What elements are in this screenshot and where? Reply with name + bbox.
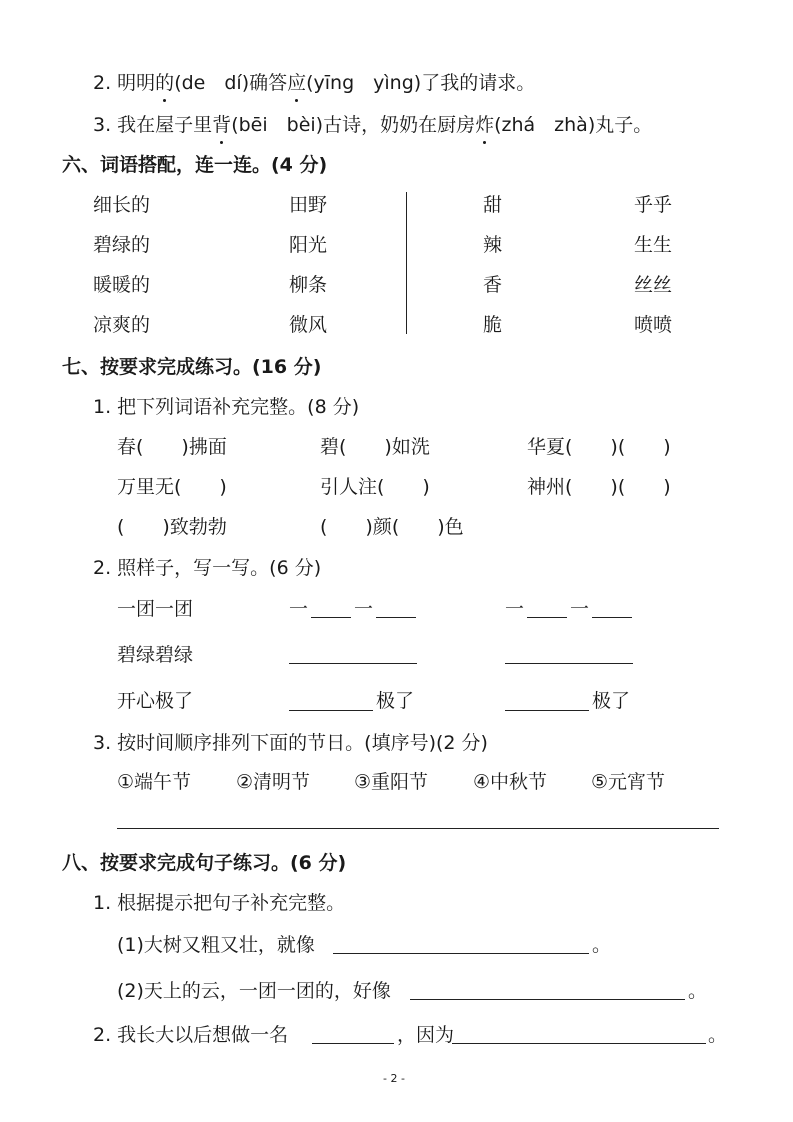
sentence-end: 。: [592, 934, 612, 956]
fill-word[interactable]: 碧( )如洗: [320, 436, 430, 458]
blank-line[interactable]: [289, 663, 417, 664]
dotted-char: 的: [155, 68, 174, 95]
dotted-char: 应: [287, 68, 306, 95]
word-col2-1: 阳光: [289, 234, 328, 256]
word-col1-3: 凉爽的: [93, 314, 151, 336]
word-col1-1: 碧绿的: [93, 234, 151, 256]
fill-word[interactable]: ( )颜( )色: [320, 516, 464, 538]
q7-3-label: 3. 按时间顺序排列下面的节日。(填序号)(2 分): [93, 732, 488, 754]
blank-line[interactable]: [289, 710, 373, 711]
column-divider: [406, 192, 407, 334]
yi-char: 一: [570, 598, 590, 620]
jile-text: 极了: [376, 690, 415, 712]
section-7-title: 七、按要求完成练习。(16 分): [62, 356, 322, 378]
sentence-2: 2. 明明的(de dí)确答应(yīng yìng)了我的请求。: [93, 68, 535, 95]
fill-word[interactable]: 华夏( )( ): [527, 436, 671, 458]
festival-item: ⑤元宵节: [591, 771, 666, 793]
example-word-3: 开心极了: [117, 690, 194, 712]
blank-line[interactable]: [311, 617, 351, 618]
word-col2-3: 微风: [289, 314, 328, 336]
sentence-end: 。: [688, 980, 708, 1002]
example-word-1: 一团一团: [117, 598, 194, 620]
fill-word[interactable]: ( )致勃勃: [117, 516, 227, 538]
q7-1-label: 1. 把下列词语补充完整。(8 分): [93, 396, 360, 418]
blank-line[interactable]: [376, 617, 416, 618]
blank-line[interactable]: [312, 1043, 394, 1044]
word-col2-2: 柳条: [289, 274, 328, 296]
word-col3-0: 甜: [483, 194, 503, 216]
q8-2-middle: ，因为: [397, 1024, 455, 1046]
dotted-char: 炸: [475, 110, 494, 137]
word-col4-3: 喷喷: [634, 314, 673, 336]
fill-word[interactable]: 万里无( ): [117, 476, 227, 498]
dotted-char: 背: [212, 110, 231, 137]
jile-text: 极了: [592, 690, 631, 712]
section-6-title: 六、词语搭配，连一连。(4 分): [62, 154, 328, 176]
blank-line[interactable]: [333, 953, 589, 954]
word-col4-1: 生生: [634, 234, 673, 256]
word-col4-0: 乎乎: [634, 194, 673, 216]
festival-item: ①端午节: [117, 771, 192, 793]
sentence-1-start: (1)大树又粗又壮，就像: [117, 934, 315, 956]
word-col3-2: 香: [483, 274, 503, 296]
q7-2-label: 2. 照样子，写一写。(6 分): [93, 557, 322, 579]
example-word-2: 碧绿碧绿: [117, 644, 194, 666]
blank-line[interactable]: [505, 663, 633, 664]
festival-item: ③重阳节: [354, 771, 429, 793]
word-col2-0: 田野: [289, 194, 328, 216]
yi-char: 一: [354, 598, 374, 620]
blank-line[interactable]: [505, 710, 589, 711]
word-col4-2: 丝丝: [634, 274, 673, 296]
page-number: - 2 -: [383, 1072, 405, 1085]
blank-line[interactable]: [592, 617, 632, 618]
answer-line[interactable]: [117, 828, 719, 829]
festival-item: ④中秋节: [473, 771, 548, 793]
sentence-3: 3. 我在屋子里背(bēi bèi)古诗，奶奶在厨房炸(zhá zhà)丸子。: [93, 110, 652, 137]
blank-line[interactable]: [452, 1043, 706, 1044]
q8-1-label: 1. 根据提示把句子补充完整。: [93, 892, 346, 914]
fill-word[interactable]: 引人注( ): [320, 476, 430, 498]
sentence-2-start: (2)天上的云，一团一团的，好像: [117, 980, 391, 1002]
word-col3-1: 辣: [483, 234, 503, 256]
q8-2-start: 2. 我长大以后想做一名: [93, 1024, 289, 1046]
fill-word[interactable]: 春( )拂面: [117, 436, 227, 458]
word-col1-2: 暖暖的: [93, 274, 151, 296]
blank-line[interactable]: [527, 617, 567, 618]
fill-word[interactable]: 神州( )( ): [527, 476, 671, 498]
festival-item: ②清明节: [236, 771, 311, 793]
sentence-end: 。: [708, 1024, 728, 1046]
blank-line[interactable]: [410, 999, 685, 1000]
word-col3-3: 脆: [483, 314, 503, 336]
section-8-title: 八、按要求完成句子练习。(6 分): [62, 852, 347, 874]
yi-char: 一: [289, 598, 309, 620]
yi-char: 一: [505, 598, 525, 620]
word-col1-0: 细长的: [93, 194, 151, 216]
